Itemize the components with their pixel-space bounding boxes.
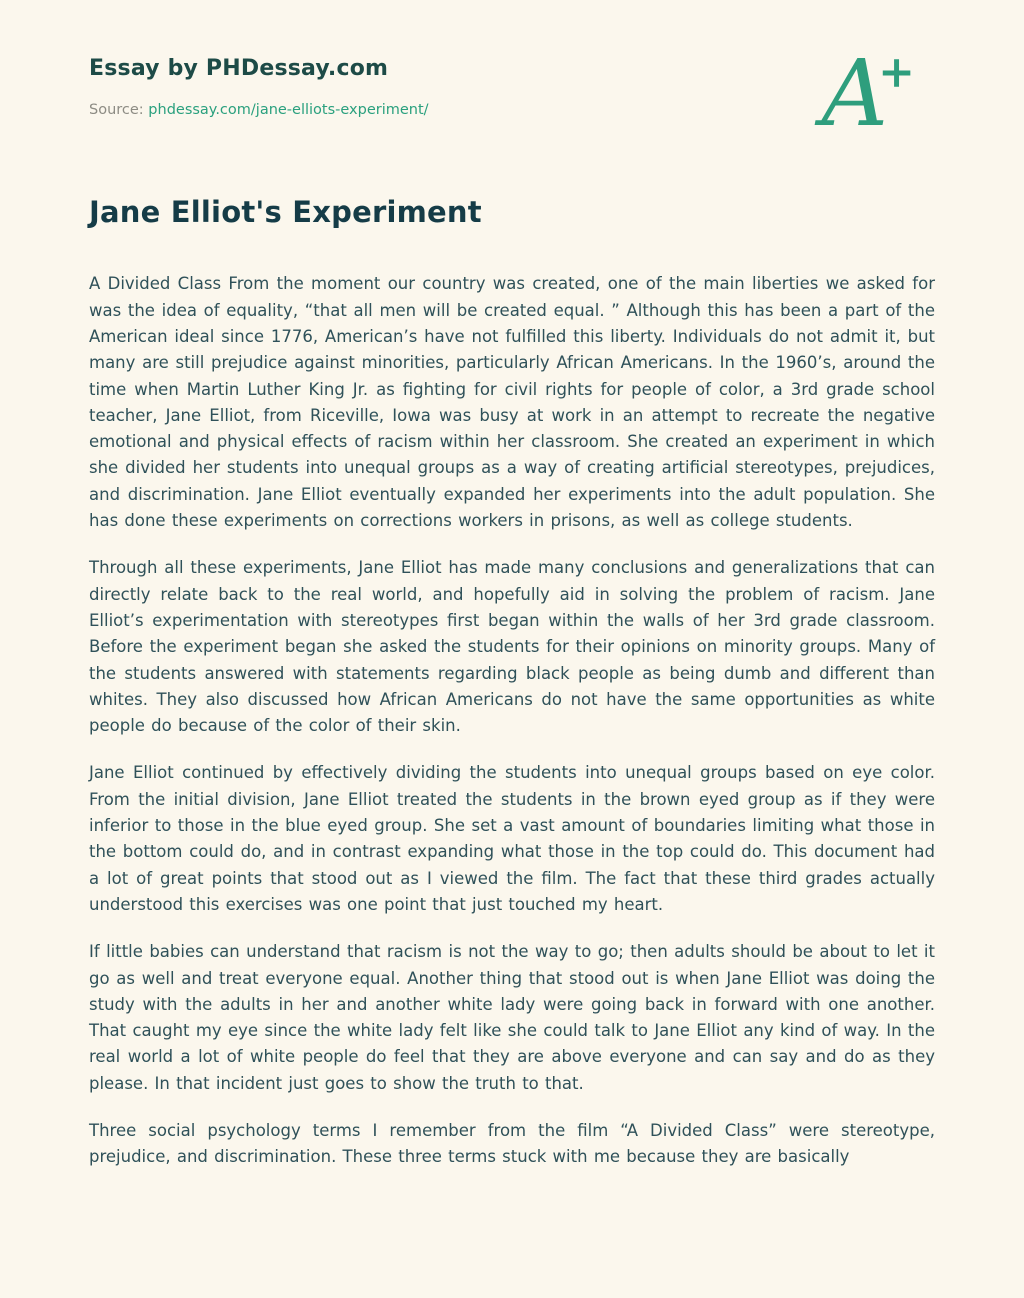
essay-paragraph-4: If little babies can understand that racism is not the way to go; then adults should be about to let it go as well and treat everyone equal. Another thing that stood out is when Jane Elliot was doing the study with the adults in her and another white lady were going back in forward with one another. That caught my eye since the white lady felt like she could talk to Jane Elliot any kind of way. In the real world a lot of white people do feel that they are above everyone and can say and do as they please. In that incident just goes to show the truth to that. bbox=[89, 942, 935, 1093]
logo-plus-icon: + bbox=[878, 47, 915, 98]
essay-body bbox=[89, 271, 935, 1170]
source-link[interactable]: phdessay.com/jane-elliots-experiment/ bbox=[148, 102, 429, 118]
source-line bbox=[89, 102, 429, 118]
bottom-fade-overlay bbox=[0, 1262, 1024, 1298]
phdessay-logo-icon bbox=[821, 40, 925, 147]
page-title: Jane Elliot's Experiment bbox=[89, 195, 482, 230]
logo-letter: A bbox=[821, 40, 889, 147]
byline: Essay by PHDessay.com bbox=[89, 56, 389, 81]
essay-paragraph-3: Jane Elliot continued by effectively dividing the students into unequal groups based on eye color. From the initial division, Jane Elliot treated the students in the brown eyed group as if they were inferior to those in the blue eyed group. She set a vast amount of boundaries limiting what those in the bottom could do, and in contrast expanding what those in the top could do. This document had a lot of great points that stood out as I viewed the film. The fact that these third grades actually understood this exercises was one point that just touched my heart. bbox=[89, 763, 935, 914]
header-text-block bbox=[89, 50, 429, 118]
essay-paragraph-2: Through all these experiments, Jane Elliot has made many conclusions and generalizations that can directly relate back to the real world, and hopefully aid in solving the problem of racism. Jane Elliot’s experimentation with stereotypes first began within the walls of her 3rd grade classroom. Before the experiment began she asked the students for their opinions on minority groups. Many of the students answered with statements regarding black people as being dumb and different than whites. They also discussed how African Americans do not have the same opportunities as white people do because of the color of their skin. bbox=[89, 558, 935, 736]
page-header bbox=[89, 40, 935, 147]
essay-paragraph-1: A Divided Class From the moment our country was created, one of the main liberties we asked for was the idea of equality, “that all men will be created equal. ” Although this has been a part of the American ideal since 1776, American’s have not fulfilled this liberty. Individuals do not admit it, but many are still prejudice against minorities, particularly African Americans. In the 1960’s, around the time when Martin Luther King Jr. as fighting for civil rights for people of color, a 3rd grade school teacher, Jane Elliot, from Riceville, Iowa was busy at work in an attempt to recreate the negative emotional and physical effects of racism within her classroom. She created an experiment in which she divided her students into unequal groups as a way of creating artificial stereotypes, prejudices, and discrimination. Jane Elliot eventually expanded her experiments into the adult population. She has done these experiments on corrections workers in prisons, as well as college students. bbox=[89, 274, 935, 531]
source-label: Source: bbox=[89, 102, 144, 118]
essay-paragraph-5: Three social psychology terms I remember from the film “A Divided Class” were stereotype, prejudice, and discrimination. These three terms stuck with me because they are basically bbox=[89, 1121, 935, 1167]
